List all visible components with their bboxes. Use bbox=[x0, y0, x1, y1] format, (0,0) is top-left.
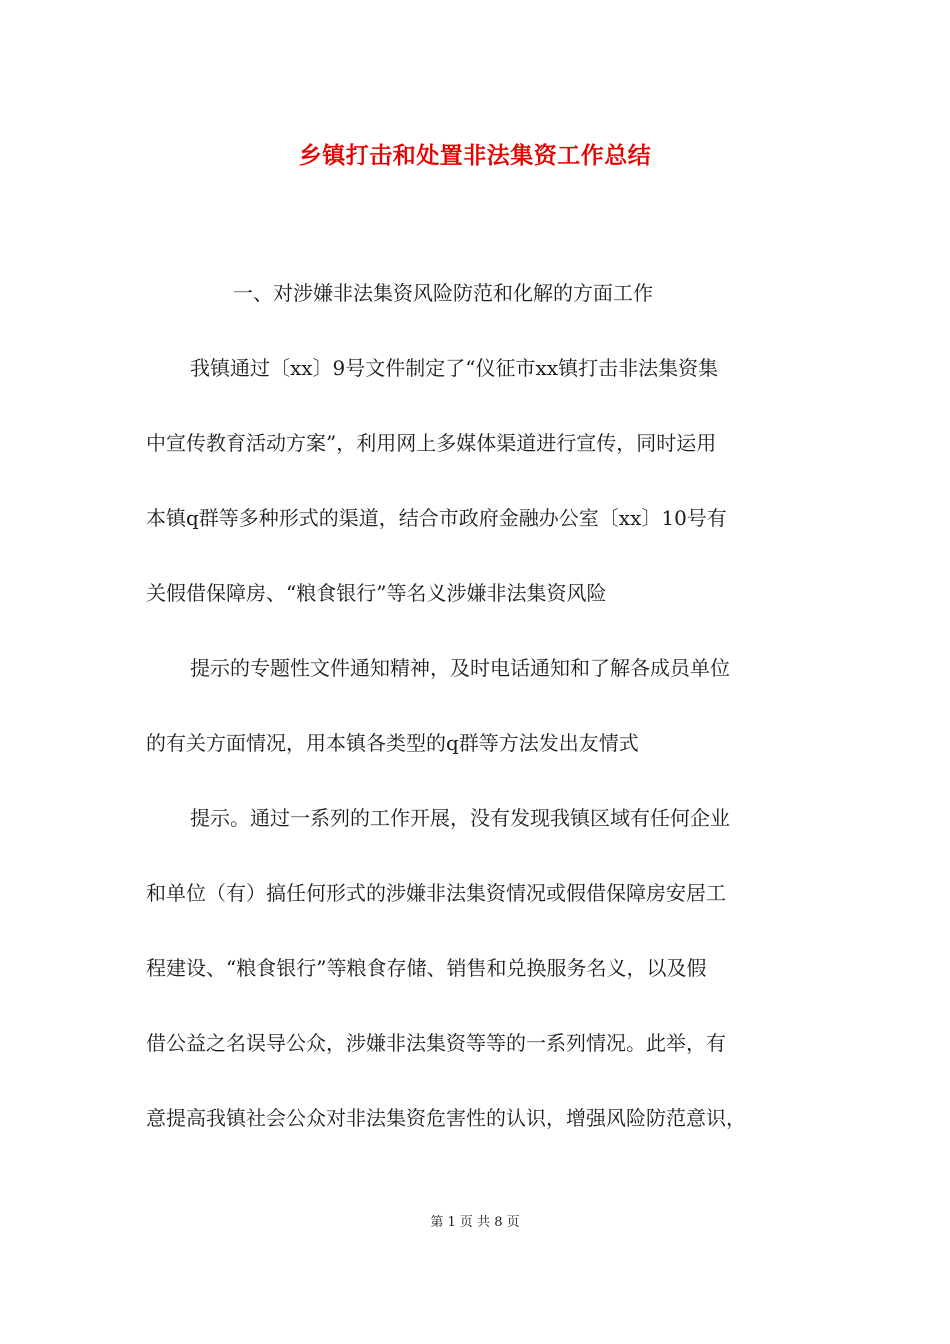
paragraph-line: 提示。通过一系列的工作开展，没有发现我镇区域有任何企业 bbox=[190, 806, 730, 830]
page-number-footer: 第 1 页 共 8 页 bbox=[430, 1215, 520, 1230]
paragraph-line: 和单位（有）搞任何形式的涉嫌非法集资情况或假借保障房安居工 bbox=[146, 881, 726, 905]
section-heading: 一、对涉嫌非法集资风险防范和化解的方面工作 bbox=[233, 281, 653, 305]
paragraph-line: 提示的专题性文件通知精神，及时电话通知和了解各成员单位 bbox=[190, 656, 730, 680]
document-title: 乡镇打击和处置非法集资工作总结 bbox=[298, 142, 652, 169]
paragraph-line: 中宣传教育活动方案”，利用网上多媒体渠道进行宣传，同时运用 bbox=[146, 431, 717, 455]
paragraph-line: 我镇通过〔xx〕9号文件制定了“仪征市xx镇打击非法集资集 bbox=[190, 356, 719, 380]
paragraph-line: 关假借保障房、“粮食银行”等名义涉嫌非法集资风险 bbox=[146, 581, 607, 605]
paragraph-line: 本镇q群等多种形式的渠道，结合市政府金融办公室〔xx〕10号有 bbox=[146, 506, 727, 530]
paragraph-line: 借公益之名误导公众，涉嫌非法集资等等的一系列情况。此举，有 bbox=[146, 1031, 726, 1055]
paragraph-line: 程建设、“粮食银行”等粮食存储、销售和兑换服务名义，以及假 bbox=[146, 956, 707, 980]
paragraph-line: 的有关方面情况，用本镇各类型的q群等方法发出友情式 bbox=[146, 731, 639, 755]
paragraph-line: 意提高我镇社会公众对非法集资危害性的认识，增强风险防范意识， bbox=[146, 1106, 746, 1130]
